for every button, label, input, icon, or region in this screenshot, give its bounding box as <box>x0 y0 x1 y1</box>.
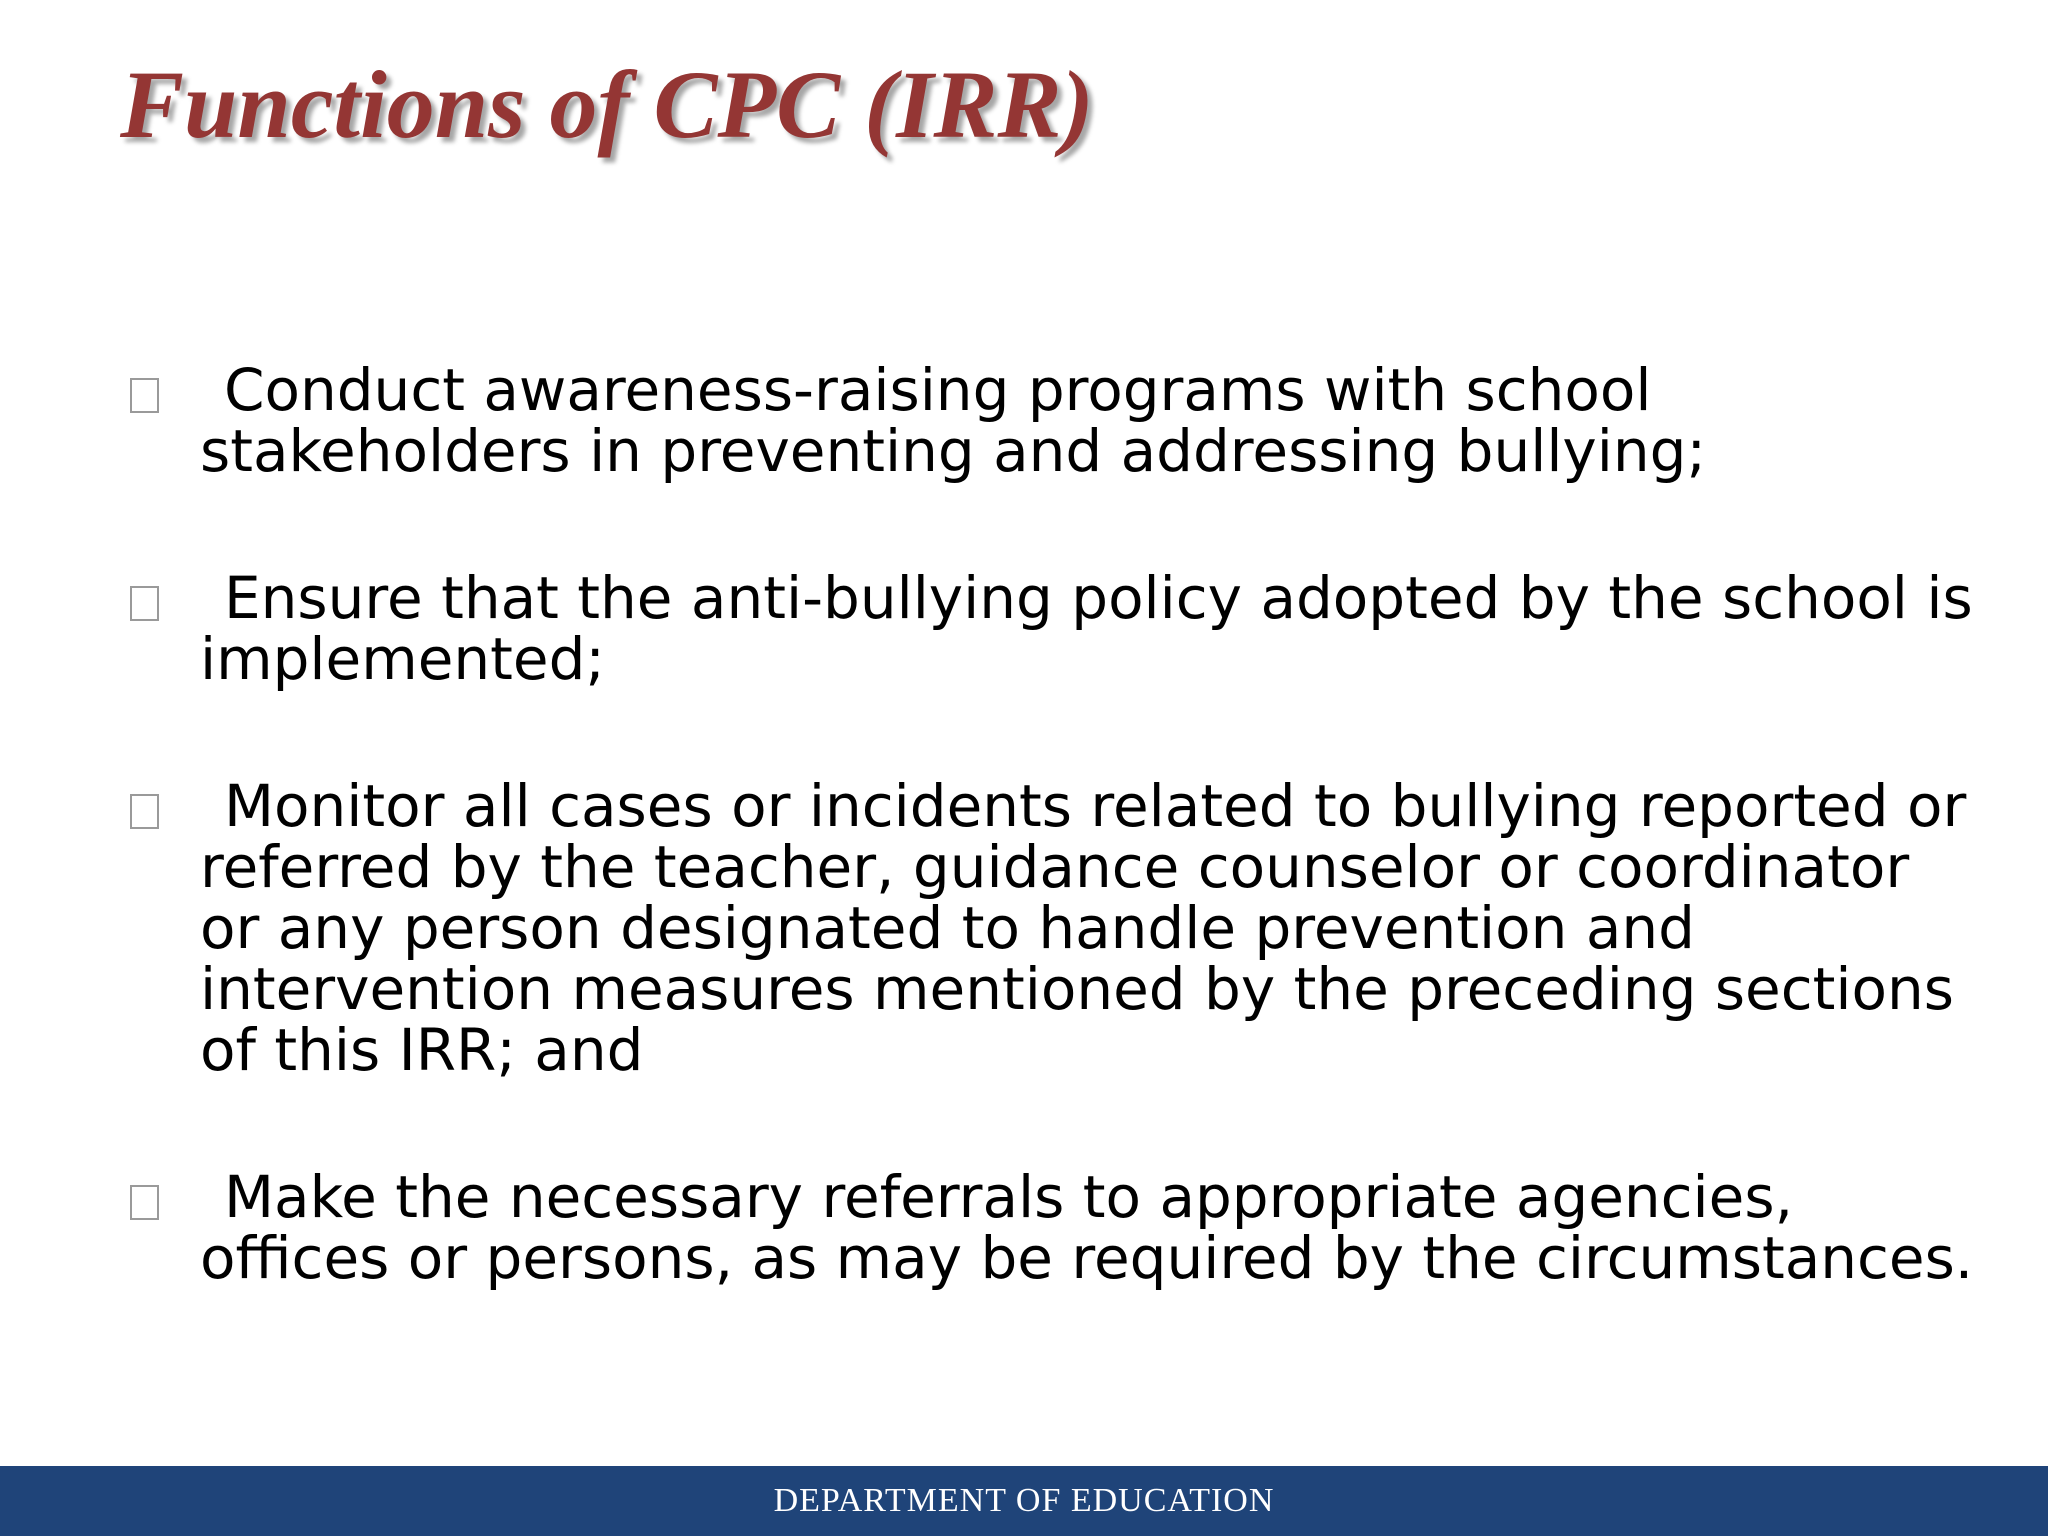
footer-bar <box>0 1466 2048 1536</box>
bullet-text: Ensure that the anti-bullying policy adopted by the school is implemented; <box>200 564 1973 693</box>
slide-title: Functions of CPC (IRR) <box>120 51 1094 158</box>
box-bullet-icon <box>130 794 159 829</box>
bullet-item <box>126 1163 1986 1292</box>
bullet-item <box>126 564 1986 693</box>
bullet-item <box>126 356 1986 485</box>
box-bullet-icon <box>130 586 159 621</box>
bullet-text: Make the necessary referrals to appropriate agencies, offices or persons, as may be required by the circumstances. <box>200 1163 1974 1292</box>
box-bullet-icon <box>130 378 159 413</box>
bullet-text: Conduct awareness-raising programs with school stakeholders in preventing and addressing bullying; <box>200 356 1706 485</box>
bullet-text: Monitor all cases or incidents related to bullying reported or referred by the teacher, guidance counselor or coordinator or any person designated to handle prevention and intervention measures mentioned by the preceding sections of this IRR; and <box>200 772 1967 1084</box>
bullet-item <box>126 772 1986 1084</box>
box-bullet-icon <box>130 1185 159 1220</box>
bullet-list <box>126 356 1986 1292</box>
footer-text: DEPARTMENT OF EDUCATION <box>773 1482 1275 1519</box>
